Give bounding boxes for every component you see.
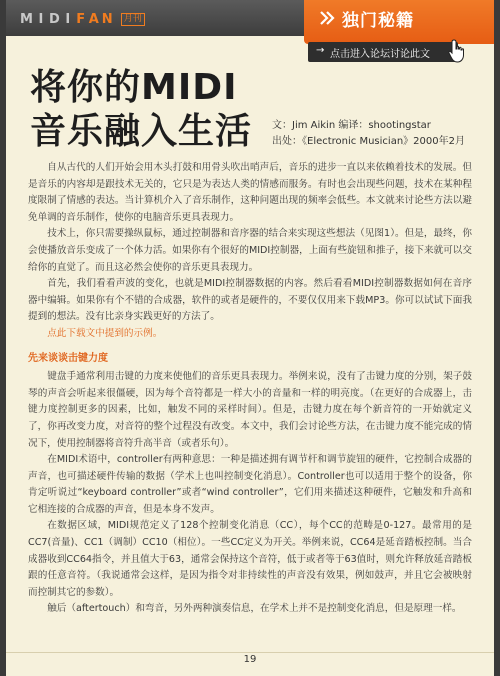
title-line-1: 将你的MIDI [30,67,238,108]
logo-letter: D [48,11,61,27]
byline-author: 文：Jim Aikin 编译：shootingstar [272,120,431,131]
midifan-logo [20,10,145,28]
paragraph: 自从古代的人们开始会用木头打鼓和用骨头吹出哨声后，音乐的进步一直以来依赖着技术的发展。但是音乐的内容却是跟技术无关的，它只是为表达人类的情感而服务。有时也会出现些问题，技术在某种程度限制了情感的表达。当计算机介入了音乐制作，这种问题出现的频率会低些。本文就来讨论些方法以避免单调的音乐制作，使你的电脑音乐更具表现力。 [28,162,472,223]
paragraph: 首先，我们看看声波的变化，也就是MIDI控制器数据的内容。然后看看MIDI控制器数据如何在音序器中编辑。如果你有个不错的合成器，软件的或者是硬件的，不要仅仅用来下载MP3。你可以试试下面我提到的想法。没有比亲身实践更好的方法了。 [28,278,472,323]
logo-subtitle: 月刊 [121,13,145,26]
byline [272,118,465,150]
arrow-right-icon: → [316,45,325,56]
double-chevron-icon [318,9,336,27]
forum-link-button[interactable] [308,42,458,62]
paragraph: 在MIDI术语中，controller有两种意思：一种是描述拥有调节杆和调节旋钮的硬件，它控制合成器的声音，也可描述硬件传输的数据（学术上也叫控制变化消息）。Controller也可以适用于整个的设备，你肯定听说过“keyboard controller”或者“wind controller”，它们用来描述这种硬件，它触发和升高和它相连接的合成器的声音，但是本身不发声。 [28,454,472,515]
title-line-2: 音乐融入生活 [30,111,253,152]
paragraph: 触后（aftertouch）和弯音，另外两种演奏信息，在学术上并不是控制变化消息，但是原理一样。 [47,603,462,615]
paragraph: 键盘手通常利用击键的力度来使他们的音乐更具表现力。举例来说，没有了击键力度的分别，架子鼓琴的声音会听起来很僵硬，因为每个音符都是一样大小的音量和一样的明亮度。（在更好的合成器上，击键力度控制更多的因素，比如，触发不同的采样时间）。但是，击键力度在每个新音符的一开始就定义了，你再改变力度，对音符的整个过程没有改变。本文中，我们会讨论些方法，在击键力度不能完成的情况下，使用控制器将音符升高半音（或者乐句）。 [28,371,472,449]
logo-letter: F [76,11,87,27]
byline-source: 出处：《Electronic Musician》2000年2月 [272,136,465,147]
article-title [30,66,252,154]
magazine-page [6,0,494,676]
logo-letter: I [65,11,72,27]
logo-letter: I [38,11,45,27]
logo-letter: N [101,11,114,27]
paragraph: 技术上，你只需要操纵鼠标，通过控制器和音序器的结合来实现这些想法（见图1）。但是，最终，你会使播放音乐变成了一个体力活。如果你有个很好的MIDI控制器，上面有些旋钮和推子，接下来就可以交给你的直觉了。而且这必然会使你的音乐更具表现力。 [28,228,472,273]
page-number: 19 [243,654,257,665]
logo-letter: M [20,11,34,27]
footer-divider [6,652,494,653]
forum-link-label: 点击进入论坛讨论此文 [330,49,430,60]
article-body [28,160,472,618]
download-examples-link[interactable]: 点此下载文中提到的示例。 [47,327,163,339]
section-title: 独门秘籍 [342,11,414,31]
section-heading: 先来谈谈击键力度 [28,352,108,364]
paragraph: 在数据区域，MIDI规范定义了128个控制变化消息（CC），每个CC的范畴是0-127。最常用的是CC7(音量)、CC1（调制）CC10（相位）。一些CC定义为开关。举例来说，CC64是延音踏板控制。当合成器收到CC64指令，并且值大于63，通常会保持这个音符，低于或者等于63值时，则允许释放延音踏板跟的任意音符。（我说通常会这样，是因为指令对非持续性的声音没有效果，例如鼓声，并且它会被映射而控制其它的参数）。 [28,520,472,598]
logo-letter: A [88,11,100,27]
pointing-hand-icon [446,38,470,64]
